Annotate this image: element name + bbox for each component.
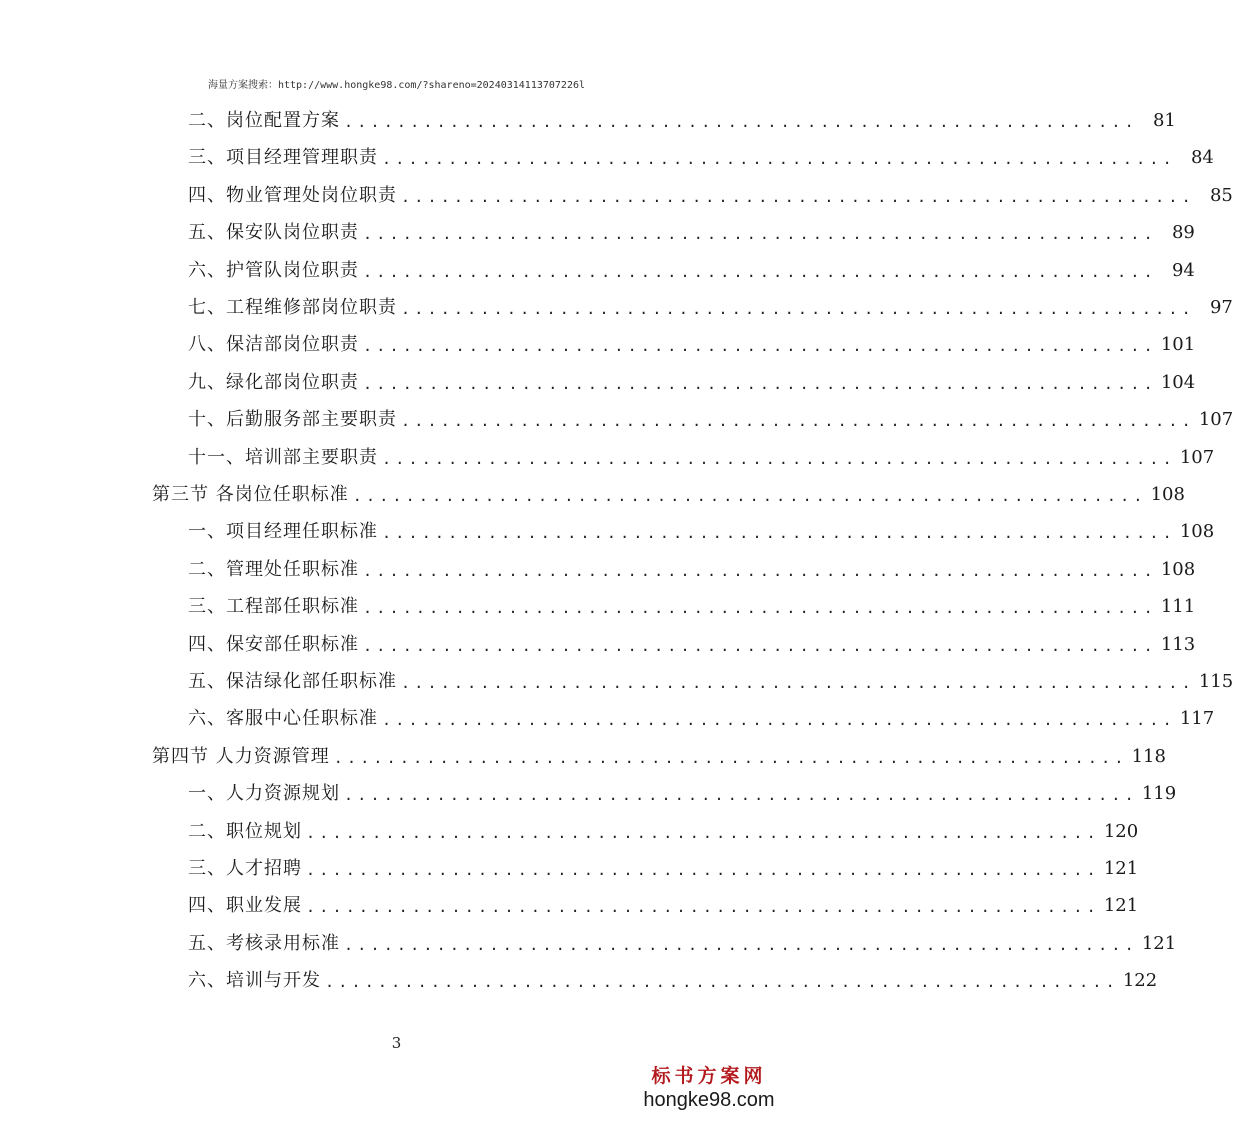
toc-entry-page: 89: [1171, 222, 1195, 244]
toc-leader-dots: ............................................................: [363, 374, 1157, 393]
toc-entry-page: 101: [1160, 334, 1196, 356]
toc-entry-label: 十一、培训部主要职责: [188, 446, 378, 468]
toc-entry[interactable]: [188, 401, 1233, 431]
toc-leader-dots: ............................................................: [363, 561, 1157, 580]
toc-leader-dots: ............................................................: [363, 262, 1157, 281]
toc-entry-label: 二、管理处任职标准: [188, 558, 359, 580]
toc-entry[interactable]: [188, 102, 1176, 132]
toc-entry-page: 115: [1198, 671, 1233, 692]
toc-entry[interactable]: [188, 813, 1139, 843]
toc-entry-page: 108: [1160, 558, 1196, 580]
toc-entry[interactable]: [188, 551, 1196, 581]
toc-entry-page: 122: [1122, 970, 1158, 992]
toc-leader-dots: ............................................................: [325, 973, 1119, 992]
toc-entry[interactable]: [188, 775, 1177, 805]
toc-entry-page: 94: [1171, 259, 1195, 281]
toc-leader-dots: ............................................................: [401, 300, 1195, 318]
toc-entry-label: 一、人力资源规划: [188, 783, 340, 805]
watermark-title: 标书方案网: [651, 1065, 767, 1087]
toc-entry-label: 三、工程部任职标准: [188, 596, 359, 618]
toc-entry[interactable]: [188, 663, 1233, 693]
toc-entry[interactable]: [188, 513, 1215, 543]
toc-leader-dots: ............................................................: [344, 786, 1138, 805]
toc-leader-dots: ............................................................: [333, 748, 1128, 767]
toc-entry-label: 四、保安部任职标准: [188, 633, 359, 655]
toc-entry-label: 六、培训与开发: [188, 970, 321, 992]
toc-entry-page: 81: [1152, 110, 1176, 131]
toc-entry-page: 117: [1179, 708, 1215, 730]
toc-entry-label: 第三节 各岗位任职标准: [152, 484, 349, 505]
toc-entry[interactable]: [188, 364, 1196, 394]
toc-entry[interactable]: [188, 177, 1233, 207]
toc-entry-page: 97: [1209, 297, 1233, 318]
toc-entry[interactable]: [188, 887, 1139, 917]
toc-entry-page: 111: [1160, 596, 1196, 618]
site-watermark-logo: [639, 1064, 779, 1112]
toc-entry-page: 104: [1160, 371, 1196, 393]
toc-entry-page: 108: [1150, 484, 1185, 505]
toc-entry-label: 七、工程维修部岗位职责: [188, 297, 397, 318]
toc-entry-page: 120: [1103, 820, 1139, 842]
toc-entry[interactable]: [188, 700, 1215, 730]
toc-entry-page: 108: [1179, 521, 1215, 543]
toc-leader-dots: ............................................................: [401, 412, 1195, 431]
toc-leader-dots: ............................................................: [352, 487, 1147, 505]
toc-entry-page: 121: [1103, 895, 1139, 917]
toc-entry[interactable]: [188, 139, 1214, 169]
toc-leader-dots: ............................................................: [382, 524, 1176, 543]
watermark-domain: hongke98.com: [643, 1089, 775, 1111]
toc-entry[interactable]: [188, 289, 1233, 319]
toc-leader-dots: ............................................................: [401, 187, 1195, 206]
toc-leader-dots: ............................................................: [382, 711, 1176, 730]
toc-entry-page: 85: [1209, 184, 1233, 206]
toc-entry-label: 三、项目经理管理职责: [188, 147, 378, 169]
toc-entry-page: 107: [1198, 409, 1233, 431]
toc-entry[interactable]: [188, 850, 1139, 880]
toc-leader-dots: ............................................................: [363, 337, 1157, 356]
toc-entry[interactable]: [152, 738, 1166, 768]
toc-entry-label: 四、物业管理处岗位职责: [188, 184, 397, 206]
toc-entry[interactable]: [188, 925, 1177, 955]
toc-entry[interactable]: [152, 476, 1185, 506]
toc-leader-dots: ............................................................: [306, 861, 1100, 879]
toc-leader-dots: ............................................................: [363, 636, 1157, 655]
toc-entry-label: 五、考核录用标准: [188, 932, 340, 954]
toc-leader-dots: ............................................................: [363, 225, 1157, 244]
toc-entry[interactable]: [188, 962, 1158, 992]
toc-entry-label: 四、职业发展: [188, 895, 302, 917]
toc-entry-label: 六、护管队岗位职责: [188, 259, 359, 281]
toc-entry-page: 84: [1190, 147, 1214, 169]
toc-entry[interactable]: [188, 588, 1196, 618]
toc-entry-page: 121: [1103, 858, 1139, 879]
toc-entry-label: 九、绿化部岗位职责: [188, 371, 359, 393]
toc-entry-label: 三、人才招聘: [188, 858, 302, 879]
toc-entry-label: 第四节 人力资源管理: [152, 745, 330, 767]
toc-entry-label: 六、客服中心任职标准: [188, 708, 378, 730]
toc-entry[interactable]: [188, 252, 1195, 282]
toc-leader-dots: ............................................................: [306, 898, 1100, 917]
toc-entry-label: 五、保洁绿化部任职标准: [188, 671, 397, 692]
toc-entry-label: 八、保洁部岗位职责: [188, 334, 359, 356]
toc-entry-page: 107: [1179, 446, 1215, 468]
toc-entry-label: 二、职位规划: [188, 820, 302, 842]
toc-leader-dots: ............................................................: [382, 150, 1176, 169]
toc-leader-dots: ............................................................: [344, 935, 1138, 954]
toc-leader-dots: ............................................................: [382, 449, 1176, 468]
toc-entry-page: 119: [1141, 783, 1177, 805]
toc-entry-label: 一、项目经理任职标准: [188, 521, 378, 543]
toc-leader-dots: ............................................................: [363, 599, 1157, 618]
toc-leader-dots: ............................................................: [401, 674, 1195, 692]
page-number: 3: [391, 1034, 402, 1052]
toc-entry[interactable]: [188, 326, 1196, 356]
toc-entry[interactable]: [188, 439, 1215, 469]
toc-leader-dots: ............................................................: [306, 823, 1100, 842]
toc-entry-page: 113: [1160, 633, 1196, 655]
toc-entry-page: 121: [1141, 932, 1177, 954]
toc-entry-label: 二、岗位配置方案: [188, 110, 340, 131]
toc-entry-page: 118: [1131, 745, 1166, 767]
toc-entry-label: 十、后勤服务部主要职责: [188, 409, 397, 431]
toc-leader-dots: ............................................................: [344, 113, 1138, 131]
toc-entry[interactable]: [188, 626, 1196, 656]
toc-entry-label: 五、保安队岗位职责: [188, 222, 359, 244]
page-header-url: 海量方案搜索：http://www.hongke98.com/?shareno=20240314113707226l: [207, 80, 586, 91]
toc-entry[interactable]: [188, 214, 1195, 244]
